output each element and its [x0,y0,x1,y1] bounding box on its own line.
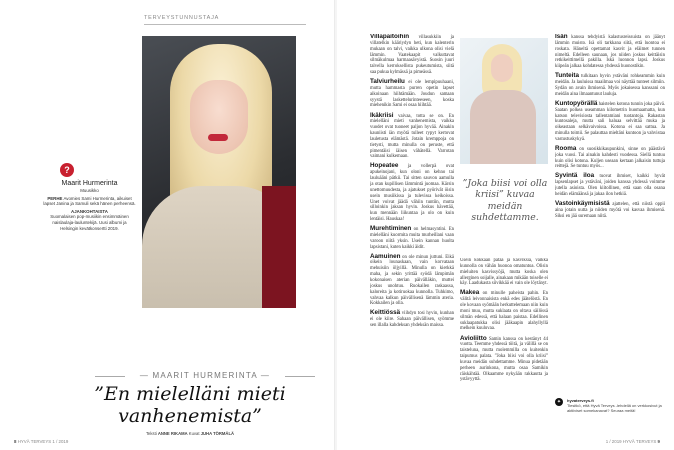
paragraph-body: kanssa tehdyistä kalastusreissuista on jäänyt lämmin muisto. Isä oli tarkkana siitä, että luontoa ei roskata. Häneltä opettamat kasvit ja eläimet tunnen nimeltä. Edelleen saunaan, jos niiden joskus keittäisin retkikeittimellä pakilla. Iskä luonnon lapsi. Joskus kiipeän jalkaa kohdatessa yhdessä huonostikin. [555,35,665,70]
paragraph-body: tuovat ihmiset, kaikki hyvät lapsenlapset ja ystäväni, joiden kanssa yhdessä voimme jutella asioista. Olen kiitollinen, että saan olla osana heidän elämäänsä ja jakaa ilon hetkiä. [555,174,665,197]
article-paragraph [555,73,665,97]
paragraph-lead-in: Aamuinen [370,252,401,260]
paragraph-lead-in: Keittiössä [370,309,401,317]
article-column-1 [370,34,454,446]
article-column-2 [460,258,548,438]
kicker: — MAARIT HURMERINTA — [139,371,271,380]
paragraph-body: tulkitaan hyvin ystäväni rohkeammin kuin meidän. Ja lauluissa maailmaa voi näyttää tunteet silmiin. Sydän on avain ihmisenä. Myös jokaisessa kanssani on meidän aina ilmaantunut lauluja. [555,74,665,97]
article-paragraph [555,101,665,143]
article-paragraph [370,226,454,250]
folio-left [14,439,68,444]
paragraph-lead-in: Hopeatee [370,162,399,170]
paragraph-lead-in: Ikäkriisi [370,111,394,119]
paragraph-body: viihdyn tosi hyvin, kunhan ei ole kiire. Sahaan päivällisen, syömme sen illalla kahdeksan yhdeksän maissa. [370,311,454,329]
twitter-box [555,398,665,413]
paragraph-lead-in: Rooma [555,144,577,152]
section-rule [144,24,306,25]
paragraph-body: ei ole lempipuuhaani, mutta hammasta purren opetin lapset aikoinaan hiihtämään. Joudun samaan syystä laskettelurinteeseen, koska miehenikin Sami ei osaa hiihtää. [370,80,454,109]
article-paragraph [555,34,665,70]
paragraph-body: vaivaa, totta se on. En mielelläni mieti vanhenemista, vaikka vuodet ovat tuoneet paljon hyvää. Ainakin kauniisti iän myötä tulleet rypyt kertovat lauletusta elämästä. Jotain kremppoja on tietysti, mutta minulla on peruste, että pimentäisi iäisen vähätellä. Varrotan vaimani kulkemaan. [370,113,454,160]
paragraph-lead-in: Kuntopyörällä [555,99,598,107]
paragraph-lead-in: Villapaitoihin [370,34,410,40]
article-paragraph [370,163,454,222]
sidebar-facts [43,180,136,231]
section-label: TERVEYSTUNNUSTAJA [144,15,220,21]
paragraph-body: ja vollerpä ovat apukeinojani, kun oloni on kehno tai lauluääni pätkii. Tai sitten sauvon aamulla ja otan kupillisen lämmintä juomaa. Kärsin unettomuudesta, ja ajatukset pyörivät öisin usein musiikissa ja tulevissa keikoissa. Unet voivat jäädä vähiin tuntiin, mutta silloinkin jaksan hyvin. Joskus hävettää, kun mennään liikuntaa ja olo on kuin lentäisi. Hauskaa! [370,164,454,223]
article-paragraph [370,113,454,161]
headline: ”En mielelläni mieti vanhenemista” [94,383,286,427]
sidebar-name: Maarit Hurmerinta [61,180,118,187]
paragraph-lead-in: Makea [460,289,480,297]
article-column-3 [555,34,665,394]
folio-right-text: 1 / 2019 HYVÄ TERVEYS [605,439,657,444]
portrait-photo [142,36,296,308]
folio-left-page-number: 8 [14,439,17,444]
paragraph-body: Samin kanssa on kestänyt 44 vuotta. Teemme yhdessä töitä, ja välillä se on taisteluna, mutta molemmilla on kuitenkin taipumus palata. ”Joka biisi voi olla kriisi” kuvaa meidän suhdettamme. Minua pidetään perheen aurinkona, mutta osaa Samikin räiskähtää. Olkaamme nykyään rakkautta ja ystävyyttä. [460,336,548,383]
article-paragraph [370,79,454,109]
sidebar-ajankohtaista-text: Suomalaisen pop-musiikin ensimmäinen naislaulaja-lauluntekijä. Uusi albumi ja Helsingin kevätkonsertti 2019. [50,214,129,231]
paragraph-body: on helmasyntini. En mielelläni kuormita muita murheillani vaan varoon niitä yksin. Usein kannan huolta lapsistani, kuten kaikki äidit. [370,227,454,250]
paragraph-body: villasukkiin ja villatelkin kääriydyn heti, kun kalenterin mukaan on talvi, vaikka ulkona olisi vielä lämmin. Vaatekaapit valkuttavat silmäkulmaa harmaasävyistä. Suosin juuri talvella kerroksellista pukeutumista, siitä saa pukua kylmässä ja pimeässä. [370,35,454,76]
paragraph-lead-in: Talviurheilu [370,78,405,86]
sidebar-role: Muusikko [80,188,99,193]
article-paragraph [370,34,454,76]
article-paragraph [555,201,665,220]
twitter-handle[interactable]: hyvaterveys.fi [567,398,594,403]
twitter-icon: ✦ [556,399,562,405]
kicker-rule-right [285,376,315,377]
pull-quote: ”Joka biisi voi olla kriisi” kuvaa meidän suhdettamme. [462,178,548,224]
standing-photo [460,38,548,164]
article-paragraph [555,173,665,197]
twitter-text: Tiesitkö, että Hyvä Terveys -lehdellä on verkkosivut ja aktiiviset somekanavat? Seuraa meitä! [567,403,662,413]
question-mark-icon: ? [60,163,74,177]
folio-right-page-number: 9 [657,439,660,444]
article-paragraph [555,146,665,170]
byline: Teksti ANNE RIKAMA Kuvat JUHA TÖRMÄLÄ [145,431,235,436]
article-paragraph [370,254,454,308]
paragraph-body: haistelen kotona tunnin joka päivä. Saatan polkea useamman kilometrin huomaamatta, kun katson televisiosta tallentamiani tuotantoja. Rakastan kuntosaleja, mutta sali haluaa selvittää muka ja oikeastaan selkävaivoissa. Kotona ei saa sattua. Ja minulla toimii. Se palauttaa mieltäni kuntoon ja vahvistaa vastustuskykyä. [555,101,665,142]
paragraph-body: Usein kokkaan pataa ja kasviksia, vaikka kunnolla on vähän huonoa omatuntoa. Olisin mieluiten kasvissyöjä, mutta koska olen allerginen soijalle, ainakaan mikään toiselle ei käy. Laadukasta siivikkää ei vain ole löytänyt. [460,258,548,287]
left-page [0,0,335,450]
article-paragraph [460,336,548,384]
article-paragraph [460,290,548,332]
kicker-rule-left [95,376,125,377]
paragraph-body: on ole minun juttuni. Eikä oikein lounaskaan, vain korvataan mehuisiin öljyillä. Minulla on kierkkä maha, ja sekin yrittää syödä lämpimän kokonaisen aterian päivälläkin, muttei joskus unohtuu. Ruokailen raskaassa, kaloreita ja kotiruokaa kunnolla. Tuhkimo, vahvaa kalkun päivällisenä lämmin ateria. Kokkailen ja olla. [370,254,454,307]
article-paragraph [460,258,548,287]
paragraph-lead-in: Tunteita [555,72,580,80]
folio-left-text: HYVÄ TERVEYS 1 / 2019 [17,439,69,444]
paragraph-lead-in: Isän [555,34,568,40]
paragraph-lead-in: Murehtiminen [370,225,412,233]
sidebar-perhe-label: PERHE [47,195,63,201]
paragraph-lead-in: Avioliitto [460,334,487,342]
paragraph-body: on minulle paheista pahin. En välitä leivonnaisista enkä edes jäätelöstä. En ole kovaan syömään herkuttelemaan niin kuin moni muu, mutta suklaata on oltava säilössä silmän edessä, että halaan paistaa. Edellinen suklaapatukka olisi jääkaapin alahyllyllä melkein kuuluvaa. [460,291,548,332]
sidebar-ajankohtaista-label: AJANKOHTAISTA [71,208,108,214]
article-paragraph [370,310,454,329]
sidebar-perhe-text: Avomies Sami Hurmerinta, aikuiset lapset Janina ja Samuli sekä hänen perheensä. [43,195,136,207]
paragraph-body: on suosikkikaupunkini, sinne on päästävä joka vuosi. Tai ainakin kahdesti vuodessa. Siellä tuntuu kuin olisi kotona. Kuljen useaan kertaan jalkaisin tuttuja reittejä. Se tuntuu myös... [555,146,665,170]
paragraph-body: ajattelen, että niistä oppii aina jotain uutta ja niiden myötä voi kasvaa ihmisenä. Siksi en jää suremaan niitä. [555,202,665,219]
paragraph-lead-in: Vastoinkäymisistä [555,200,610,208]
paragraph-lead-in: Syvintä iloa [555,172,595,180]
folio-right [606,439,660,444]
